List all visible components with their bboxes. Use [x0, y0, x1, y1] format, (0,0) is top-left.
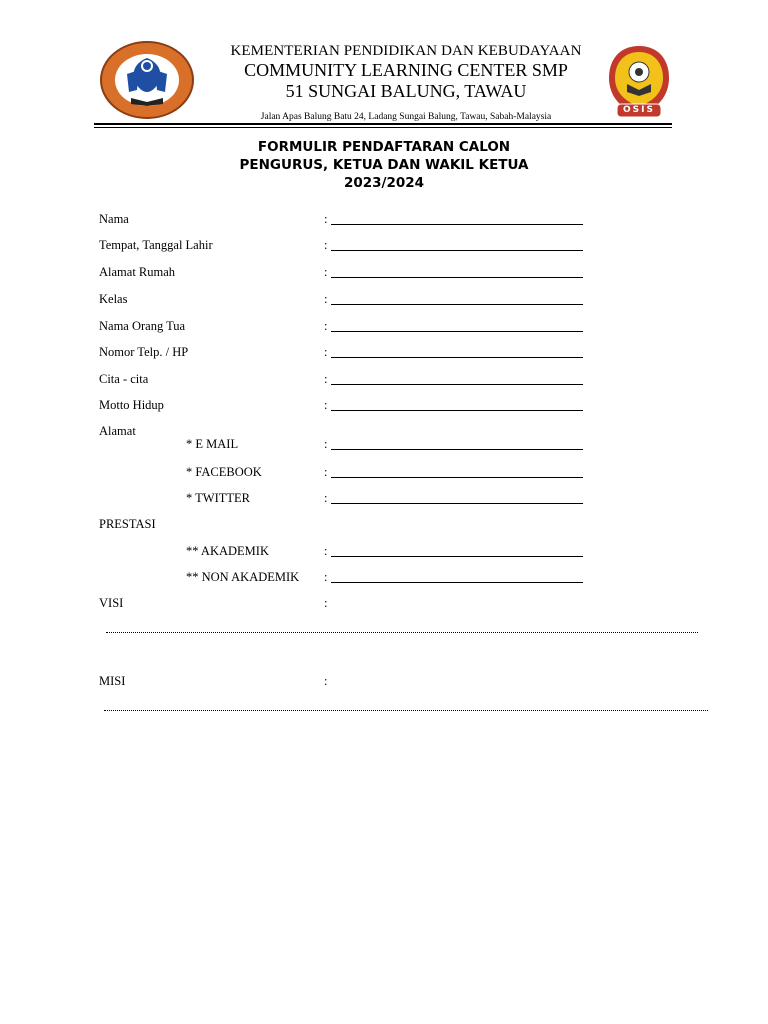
dotted-line-visi[interactable] [106, 632, 698, 633]
field-label-nomor-telp: Nomor Telp. / HP [99, 345, 189, 359]
field-blank-akademik[interactable] [331, 556, 583, 557]
form-title-line2: PENGURUS, KETUA DAN WAKIL KETUA [239, 157, 529, 173]
section-label-prestasi: PRESTASI [99, 517, 156, 531]
form-title-line1: FORMULIR PENDAFTARAN CALON [257, 139, 511, 155]
field-blank-non-akademik[interactable] [331, 582, 583, 583]
field-blank-nomor-telp[interactable] [331, 357, 583, 358]
field-colon: : [324, 398, 328, 412]
header-divider-thin [94, 127, 672, 128]
dotted-line-misi[interactable] [104, 710, 708, 711]
field-colon: : [324, 238, 328, 252]
field-blank-cita-cita[interactable] [331, 384, 583, 385]
ministry-name: KEMENTERIAN PENDIDIKAN DAN KEBUDAYAAN [230, 43, 582, 59]
field-label-non-akademik: ** NON AKADEMIK [186, 570, 300, 584]
field-label-akademik: ** AKADEMIK [186, 544, 269, 558]
field-colon: : [324, 372, 328, 386]
field-blank-twitter[interactable] [331, 503, 583, 504]
form-title [0, 138, 768, 192]
header-divider-thick [94, 123, 672, 125]
field-label-twitter: * TWITTER [186, 491, 250, 505]
field-colon: : [324, 465, 328, 479]
school-location: 51 SUNGAI BALUNG, TAWAU [285, 81, 527, 101]
field-label-motto-hidup: Motto Hidup [99, 398, 164, 412]
field-colon: : [324, 544, 328, 558]
field-label-facebook: * FACEBOOK [186, 465, 262, 479]
school-logo-left [99, 40, 195, 120]
field-blank-motto-hidup[interactable] [331, 410, 583, 411]
school-address: Jalan Apas Balung Batu 24, Ladang Sungai Balung, Tawau, Sabah-Malaysia [260, 112, 552, 122]
field-blank-nama-orang-tua[interactable] [331, 331, 583, 332]
field-label-visi: VISI [99, 596, 124, 610]
osis-logo-text: OSIS [623, 105, 655, 115]
school-name: COMMUNITY LEARNING CENTER SMP [244, 60, 568, 80]
field-label-misi: MISI [99, 674, 126, 688]
field-label-tempat-tanggal-lahir: Tempat, Tanggal Lahir [99, 238, 213, 252]
field-colon: : [324, 265, 328, 279]
field-colon: : [324, 491, 328, 505]
section-label-alamat: Alamat [99, 424, 136, 438]
field-blank-email[interactable] [331, 449, 583, 450]
field-label-nama-orang-tua: Nama Orang Tua [99, 319, 186, 333]
field-label-email: * E MAIL [186, 437, 239, 451]
field-colon: : [324, 212, 328, 226]
field-label-cita-cita: Cita - cita [99, 372, 149, 386]
field-label-nama: Nama [99, 212, 129, 226]
field-colon: : [324, 292, 328, 306]
field-blank-facebook[interactable] [331, 477, 583, 478]
field-blank-nama[interactable] [331, 224, 583, 225]
field-blank-tempat-tanggal-lahir[interactable] [331, 250, 583, 251]
field-blank-kelas[interactable] [331, 304, 583, 305]
field-label-kelas: Kelas [99, 292, 128, 306]
letterhead [190, 42, 622, 124]
field-colon: : [324, 596, 328, 610]
field-colon: : [324, 674, 328, 688]
field-colon: : [324, 319, 328, 333]
field-colon: : [324, 345, 328, 359]
form-title-line3: 2023/2024 [343, 175, 425, 191]
field-colon: : [324, 437, 328, 451]
field-colon: : [324, 570, 328, 584]
field-blank-alamat-rumah[interactable] [331, 277, 583, 278]
field-label-alamat-rumah: Alamat Rumah [99, 265, 176, 279]
